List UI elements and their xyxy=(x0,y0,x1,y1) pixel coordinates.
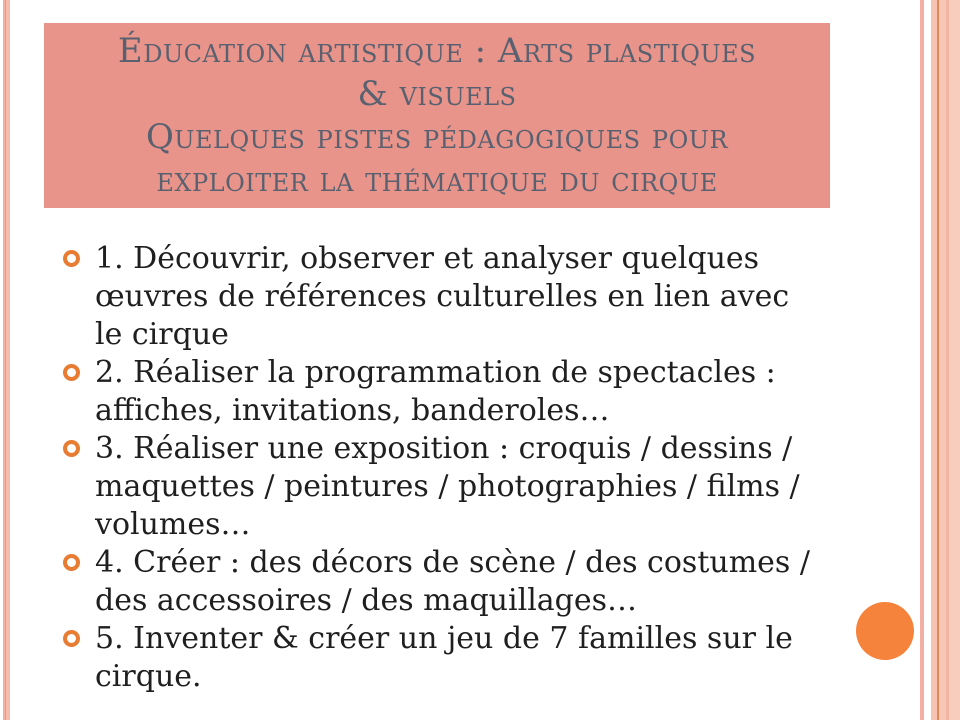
decorative-circle xyxy=(856,602,914,660)
bullet-icon xyxy=(63,250,80,267)
bullet-icon xyxy=(63,630,80,647)
list-item-text: 5. Inventer & créer un jeu de 7 familles sur le cirque. xyxy=(95,621,793,694)
bullet-icon xyxy=(63,554,80,571)
list-item-text: 3. Réaliser une exposition : croquis / dessins / maquettes / peintures / photographies / films / volumes… xyxy=(95,431,800,542)
stripe-line xyxy=(939,0,946,720)
stripe-line xyxy=(920,0,924,720)
bullet-list xyxy=(63,240,811,696)
list-item-text: 1. Découvrir, observer et analyser quelques œuvres de références culturelles en lien avec le cirque xyxy=(95,241,790,352)
slide-title-box xyxy=(44,23,830,208)
title-main-line-1: Éducation artistique : Arts plastiques xyxy=(117,31,757,71)
title-main-line-2: & visuels xyxy=(357,74,517,114)
list-item-text: 4. Créer : des décors de scène / des costumes / des accessoires / des maquillages… xyxy=(95,545,810,618)
list-item xyxy=(63,240,811,354)
list-item xyxy=(63,544,811,620)
list-item xyxy=(63,354,811,430)
stripe-line xyxy=(6,0,10,720)
list-item xyxy=(63,620,811,696)
bullet-icon xyxy=(63,364,80,381)
title-sub-line-1: Quelques pistes pédagogiques pour xyxy=(145,117,729,157)
stripe-line xyxy=(949,0,960,720)
list-item-text: 2. Réaliser la programmation de spectacles : affiches, invitations, banderoles… xyxy=(95,355,776,428)
bullet-icon xyxy=(63,440,80,457)
title-sub-line-2: exploiter la thématique du cirque xyxy=(156,160,718,200)
list-item xyxy=(63,430,811,544)
